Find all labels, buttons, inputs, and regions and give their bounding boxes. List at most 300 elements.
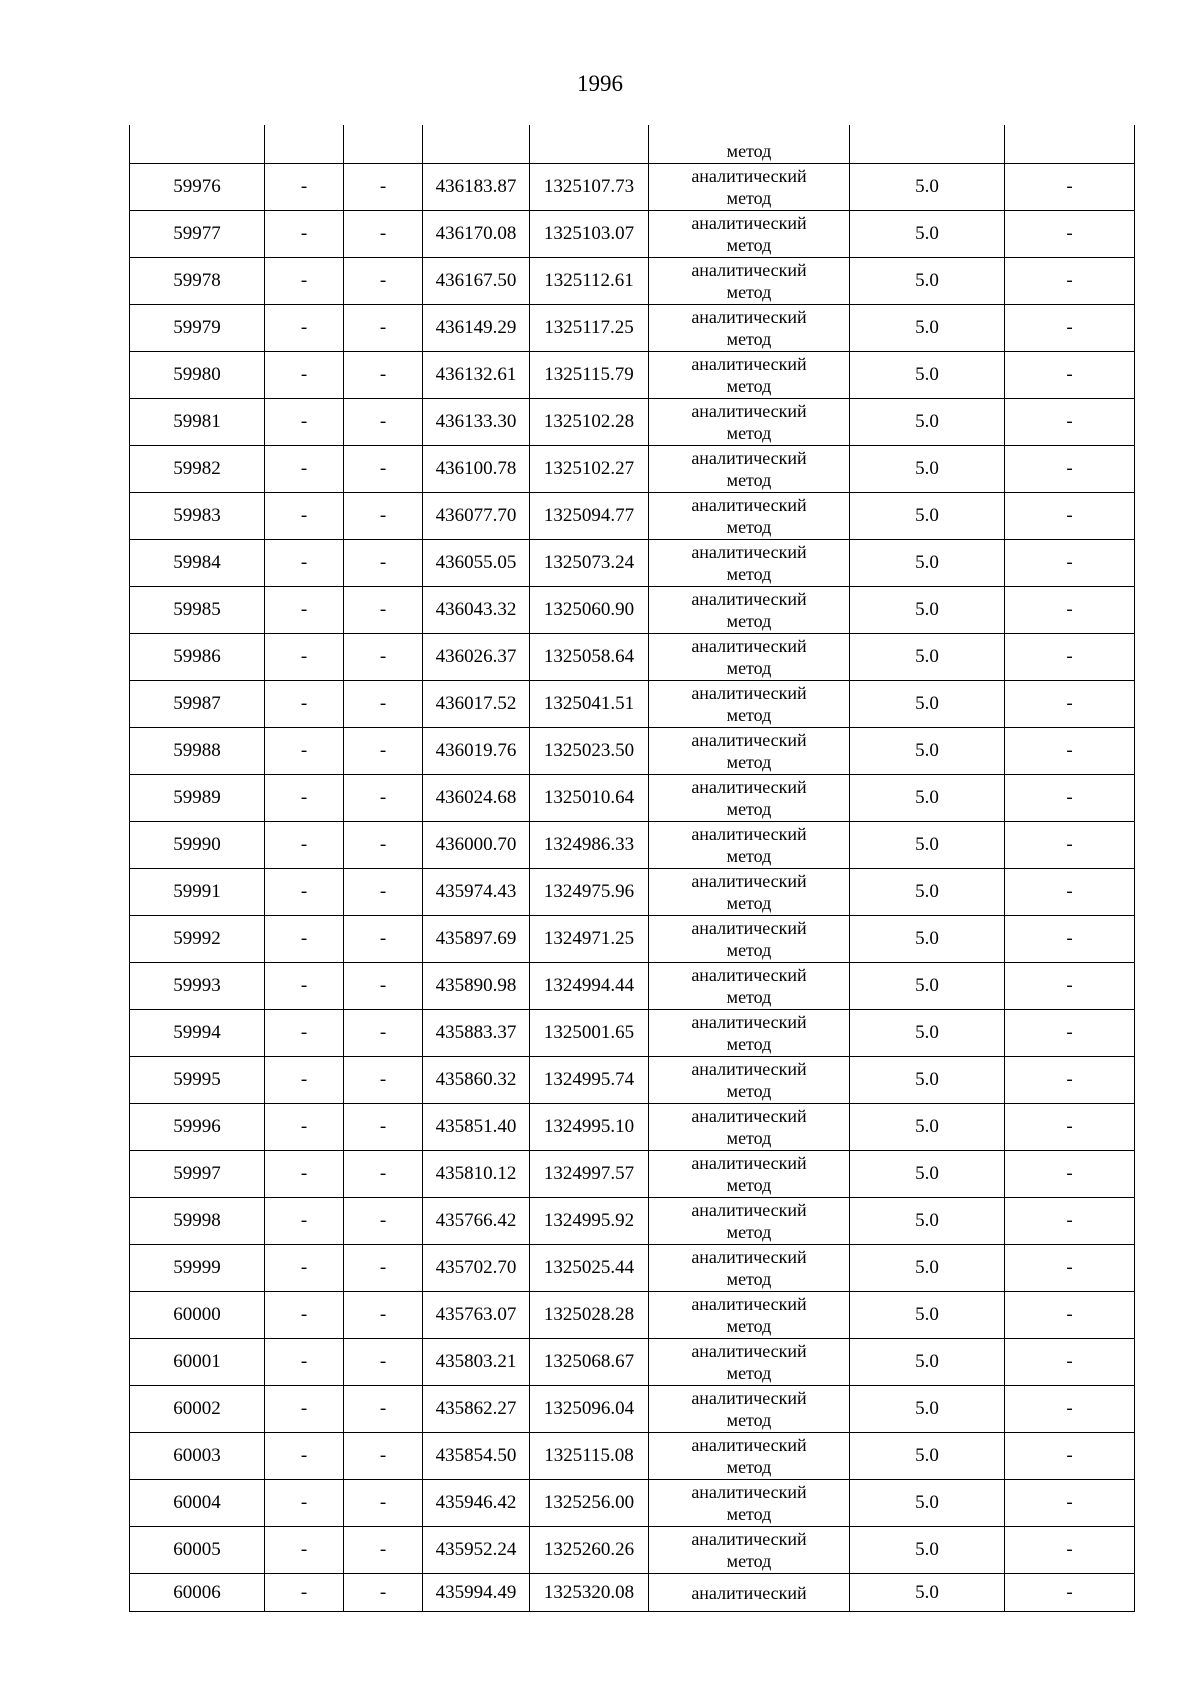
method-cell: [649, 1010, 850, 1057]
method-line-2: метод: [726, 1457, 772, 1477]
x-coordinate-cell: 436026.37: [423, 634, 530, 681]
accuracy-cell: 5.0: [850, 822, 1005, 869]
table-row: [130, 258, 1135, 305]
method-line-1: аналитический: [691, 589, 807, 609]
x-coordinate-cell: 436077.70: [423, 493, 530, 540]
table-row: [130, 164, 1135, 211]
accuracy-cell: 5.0: [850, 399, 1005, 446]
method-line-1: аналитический: [691, 1012, 807, 1032]
accuracy-cell: 5.0: [850, 1198, 1005, 1245]
method-line-2: метод: [726, 1222, 772, 1242]
point-number-cell: 60006: [130, 1574, 265, 1612]
dash-cell: -: [265, 1292, 344, 1339]
table-row: [130, 1198, 1135, 1245]
y-coordinate-cell: 1325010.64: [530, 775, 649, 822]
x-coordinate-cell: 436043.32: [423, 587, 530, 634]
method-line-1: аналитический: [691, 1153, 807, 1173]
table-row: [130, 1574, 1135, 1612]
method-line-1: аналитический: [691, 1529, 807, 1549]
x-coordinate-cell: 436149.29: [423, 305, 530, 352]
method-cell: [649, 446, 850, 493]
dash-cell: -: [1005, 1010, 1135, 1057]
table-row: [130, 869, 1135, 916]
method-line-2: метод: [726, 658, 772, 678]
point-number-cell: 59980: [130, 352, 265, 399]
table-cell: [130, 125, 265, 164]
point-number-cell: 59984: [130, 540, 265, 587]
y-coordinate-cell: 1324995.74: [530, 1057, 649, 1104]
method-cell: метод: [649, 125, 850, 164]
y-coordinate-cell: 1325094.77: [530, 493, 649, 540]
method-line-1: аналитический: [691, 1059, 807, 1079]
dash-cell: -: [1005, 211, 1135, 258]
method-line-1: аналитический: [691, 354, 807, 374]
method-line-1: аналитический: [691, 683, 807, 703]
y-coordinate-cell: 1325115.79: [530, 352, 649, 399]
x-coordinate-cell: 435702.70: [423, 1245, 530, 1292]
dash-cell: -: [265, 869, 344, 916]
method-cell: [649, 1104, 850, 1151]
dash-cell: -: [1005, 1151, 1135, 1198]
table-row: [130, 728, 1135, 775]
method-line-2: метод: [726, 1034, 772, 1054]
method-cell: [649, 869, 850, 916]
table-row: [130, 822, 1135, 869]
dash-cell: -: [265, 822, 344, 869]
dash-cell: -: [344, 1198, 423, 1245]
method-line-1: аналитический: [691, 542, 807, 562]
table-row: [130, 352, 1135, 399]
y-coordinate-cell: 1325073.24: [530, 540, 649, 587]
dash-cell: -: [344, 775, 423, 822]
dash-cell: -: [1005, 1480, 1135, 1527]
point-number-cell: 59976: [130, 164, 265, 211]
dash-cell: -: [265, 446, 344, 493]
table-row: [130, 493, 1135, 540]
method-cell: [649, 164, 850, 211]
accuracy-cell: 5.0: [850, 1057, 1005, 1104]
dash-cell: -: [344, 305, 423, 352]
dash-cell: -: [1005, 399, 1135, 446]
point-number-cell: 60002: [130, 1386, 265, 1433]
y-coordinate-cell: 1325001.65: [530, 1010, 649, 1057]
x-coordinate-cell: 435851.40: [423, 1104, 530, 1151]
method-line-2: метод: [726, 940, 772, 960]
table-row: [130, 1104, 1135, 1151]
dash-cell: -: [344, 728, 423, 775]
dash-cell: -: [1005, 1433, 1135, 1480]
x-coordinate-cell: 435810.12: [423, 1151, 530, 1198]
y-coordinate-cell: 1325107.73: [530, 164, 649, 211]
accuracy-cell: 5.0: [850, 1010, 1005, 1057]
point-number-cell: 59977: [130, 211, 265, 258]
dash-cell: -: [344, 493, 423, 540]
method-line-1: аналитический: [691, 1247, 807, 1267]
x-coordinate-cell: 435763.07: [423, 1292, 530, 1339]
dash-cell: -: [265, 681, 344, 728]
y-coordinate-cell: 1324995.10: [530, 1104, 649, 1151]
dash-cell: -: [1005, 681, 1135, 728]
method-line-2: метод: [726, 1269, 772, 1289]
accuracy-cell: 5.0: [850, 258, 1005, 305]
method-cell: [649, 1198, 850, 1245]
dash-cell: -: [265, 775, 344, 822]
dash-cell: -: [1005, 305, 1135, 352]
dash-cell: -: [265, 1386, 344, 1433]
point-number-cell: 59982: [130, 446, 265, 493]
x-coordinate-cell: 436024.68: [423, 775, 530, 822]
method-line-1: аналитический: [691, 1341, 807, 1361]
y-coordinate-cell: 1325102.28: [530, 399, 649, 446]
dash-cell: -: [265, 1574, 344, 1612]
point-number-cell: 60004: [130, 1480, 265, 1527]
table-row: [130, 211, 1135, 258]
method-line-2: метод: [726, 1551, 772, 1571]
y-coordinate-cell: 1325260.26: [530, 1527, 649, 1574]
point-number-cell: 59987: [130, 681, 265, 728]
dash-cell: -: [344, 446, 423, 493]
method-line-2: метод: [726, 470, 772, 490]
method-line-2: метод: [726, 1504, 772, 1524]
y-coordinate-cell: 1325112.61: [530, 258, 649, 305]
dash-cell: -: [1005, 728, 1135, 775]
table-cell: [265, 125, 344, 164]
accuracy-cell: 5.0: [850, 681, 1005, 728]
x-coordinate-cell: 435897.69: [423, 916, 530, 963]
table-row: [130, 1057, 1135, 1104]
dash-cell: -: [265, 211, 344, 258]
table-row: [130, 916, 1135, 963]
accuracy-cell: 5.0: [850, 493, 1005, 540]
dash-cell: -: [265, 1057, 344, 1104]
point-number-cell: 60003: [130, 1433, 265, 1480]
table-row: [130, 1386, 1135, 1433]
dash-cell: -: [1005, 916, 1135, 963]
table-cell: [850, 125, 1005, 164]
dash-cell: -: [344, 634, 423, 681]
dash-cell: -: [344, 822, 423, 869]
method-cell: [649, 1245, 850, 1292]
accuracy-cell: 5.0: [850, 1339, 1005, 1386]
table-row: [130, 305, 1135, 352]
dash-cell: -: [265, 164, 344, 211]
point-number-cell: 59993: [130, 963, 265, 1010]
dash-cell: -: [1005, 1198, 1135, 1245]
method-line-1: аналитический: [691, 1582, 807, 1603]
method-cell: [649, 399, 850, 446]
x-coordinate-cell: 436183.87: [423, 164, 530, 211]
y-coordinate-cell: 1325115.08: [530, 1433, 649, 1480]
dash-cell: -: [344, 1245, 423, 1292]
method-cell: [649, 775, 850, 822]
point-number-cell: 59978: [130, 258, 265, 305]
method-line-1: аналитический: [691, 1106, 807, 1126]
method-line-2: метод: [726, 282, 772, 302]
dash-cell: -: [1005, 446, 1135, 493]
y-coordinate-cell: 1325058.64: [530, 634, 649, 681]
x-coordinate-cell: 435994.49: [423, 1574, 530, 1612]
x-coordinate-cell: 436132.61: [423, 352, 530, 399]
method-cell: [649, 822, 850, 869]
point-number-cell: 59992: [130, 916, 265, 963]
dash-cell: -: [344, 258, 423, 305]
dash-cell: -: [1005, 1527, 1135, 1574]
x-coordinate-cell: 435803.21: [423, 1339, 530, 1386]
dash-cell: -: [344, 1057, 423, 1104]
method-cell: [649, 1574, 850, 1612]
method-line-2: метод: [726, 705, 772, 725]
method-line-2: метод: [726, 799, 772, 819]
dash-cell: -: [1005, 540, 1135, 587]
method-line-2: метод: [726, 752, 772, 772]
table-cell: [423, 125, 530, 164]
dash-cell: -: [344, 1386, 423, 1433]
table-row: [130, 1480, 1135, 1527]
dash-cell: -: [1005, 1339, 1135, 1386]
accuracy-cell: 5.0: [850, 305, 1005, 352]
accuracy-cell: 5.0: [850, 446, 1005, 493]
accuracy-cell: 5.0: [850, 1433, 1005, 1480]
method-line-2: метод: [726, 893, 772, 913]
method-cell: [649, 1292, 850, 1339]
dash-cell: -: [344, 1433, 423, 1480]
x-coordinate-cell: 436133.30: [423, 399, 530, 446]
dash-cell: -: [265, 305, 344, 352]
method-line-1: аналитический: [691, 730, 807, 750]
y-coordinate-cell: 1324995.92: [530, 1198, 649, 1245]
accuracy-cell: 5.0: [850, 587, 1005, 634]
method-cell: [649, 963, 850, 1010]
y-coordinate-cell: 1324971.25: [530, 916, 649, 963]
dash-cell: -: [265, 587, 344, 634]
dash-cell: -: [265, 916, 344, 963]
table-row: [130, 1010, 1135, 1057]
y-coordinate-cell: 1324986.33: [530, 822, 649, 869]
dash-cell: -: [344, 681, 423, 728]
method-cell: [649, 211, 850, 258]
x-coordinate-cell: 435860.32: [423, 1057, 530, 1104]
y-coordinate-cell: 1324975.96: [530, 869, 649, 916]
method-line-2: метод: [726, 564, 772, 584]
point-number-cell: 59997: [130, 1151, 265, 1198]
page-number: 1996: [577, 71, 623, 96]
table-cell: [344, 125, 423, 164]
method-line-1: аналитический: [691, 495, 807, 515]
x-coordinate-cell: 435890.98: [423, 963, 530, 1010]
dash-cell: -: [265, 1433, 344, 1480]
method-cell: [649, 634, 850, 681]
dash-cell: -: [344, 352, 423, 399]
y-coordinate-cell: 1324997.57: [530, 1151, 649, 1198]
x-coordinate-cell: 436000.70: [423, 822, 530, 869]
dash-cell: -: [344, 963, 423, 1010]
method-line-2: метод: [726, 1363, 772, 1383]
dash-cell: -: [1005, 634, 1135, 681]
table-row: [130, 681, 1135, 728]
x-coordinate-cell: 435946.42: [423, 1480, 530, 1527]
table-cell: [530, 125, 649, 164]
dash-cell: -: [265, 540, 344, 587]
dash-cell: -: [265, 399, 344, 446]
method-cell: [649, 540, 850, 587]
accuracy-cell: 5.0: [850, 1574, 1005, 1612]
method-line-1: аналитический: [691, 401, 807, 421]
dash-cell: -: [1005, 587, 1135, 634]
method-line-1: аналитический: [691, 918, 807, 938]
continuation-row: [130, 125, 1135, 164]
point-number-cell: 59988: [130, 728, 265, 775]
y-coordinate-cell: 1325096.04: [530, 1386, 649, 1433]
method-line-1: аналитический: [691, 448, 807, 468]
dash-cell: -: [1005, 1245, 1135, 1292]
accuracy-cell: 5.0: [850, 1527, 1005, 1574]
accuracy-cell: 5.0: [850, 540, 1005, 587]
dash-cell: -: [344, 399, 423, 446]
dash-cell: -: [1005, 1104, 1135, 1151]
dash-cell: -: [265, 258, 344, 305]
dash-cell: -: [1005, 822, 1135, 869]
x-coordinate-cell: 435854.50: [423, 1433, 530, 1480]
dash-cell: -: [265, 1198, 344, 1245]
method-line-1: аналитический: [691, 824, 807, 844]
point-number-cell: 59989: [130, 775, 265, 822]
method-line-2: метод: [726, 611, 772, 631]
method-line-2: метод: [726, 423, 772, 443]
coordinates-table: [129, 125, 1135, 1612]
method-cell: [649, 493, 850, 540]
dash-cell: -: [1005, 1574, 1135, 1612]
dash-cell: -: [265, 1480, 344, 1527]
table-row: [130, 1245, 1135, 1292]
table-row: [130, 446, 1135, 493]
point-number-cell: 59991: [130, 869, 265, 916]
dash-cell: -: [344, 1292, 423, 1339]
dash-cell: -: [265, 1245, 344, 1292]
y-coordinate-cell: 1325117.25: [530, 305, 649, 352]
method-cell: [649, 728, 850, 775]
method-cell: [649, 1339, 850, 1386]
dash-cell: -: [265, 1104, 344, 1151]
table-row: [130, 963, 1135, 1010]
point-number-cell: 59985: [130, 587, 265, 634]
method-line-2: метод: [726, 987, 772, 1007]
dash-cell: -: [265, 1010, 344, 1057]
dash-cell: -: [265, 1339, 344, 1386]
method-cell: [649, 305, 850, 352]
dash-cell: -: [344, 540, 423, 587]
y-coordinate-cell: 1325068.67: [530, 1339, 649, 1386]
method-cell: [649, 1527, 850, 1574]
method-cell: [649, 1480, 850, 1527]
y-coordinate-cell: 1325102.27: [530, 446, 649, 493]
table-row: [130, 587, 1135, 634]
table-row: [130, 1433, 1135, 1480]
method-line-2: метод: [726, 329, 772, 349]
x-coordinate-cell: 436100.78: [423, 446, 530, 493]
accuracy-cell: 5.0: [850, 1245, 1005, 1292]
point-number-cell: 60005: [130, 1527, 265, 1574]
method-line-1: аналитический: [691, 166, 807, 186]
y-coordinate-cell: 1325023.50: [530, 728, 649, 775]
accuracy-cell: 5.0: [850, 352, 1005, 399]
accuracy-cell: 5.0: [850, 634, 1005, 681]
y-coordinate-cell: 1325103.07: [530, 211, 649, 258]
x-coordinate-cell: 435974.43: [423, 869, 530, 916]
point-number-cell: 59981: [130, 399, 265, 446]
table-row: [130, 399, 1135, 446]
method-cell: [649, 352, 850, 399]
y-coordinate-cell: 1325320.08: [530, 1574, 649, 1612]
table-row: [130, 1292, 1135, 1339]
point-number-cell: 60000: [130, 1292, 265, 1339]
dash-cell: -: [344, 1010, 423, 1057]
method-line-2: метод: [726, 235, 772, 255]
dash-cell: -: [265, 1527, 344, 1574]
dash-cell: -: [344, 916, 423, 963]
dash-cell: -: [344, 1151, 423, 1198]
table-body: [130, 125, 1135, 1612]
accuracy-cell: 5.0: [850, 1104, 1005, 1151]
x-coordinate-cell: 436167.50: [423, 258, 530, 305]
dash-cell: -: [1005, 1057, 1135, 1104]
method-line-2: метод: [726, 846, 772, 866]
accuracy-cell: 5.0: [850, 1480, 1005, 1527]
method-line-1: аналитический: [691, 260, 807, 280]
y-coordinate-cell: 1325256.00: [530, 1480, 649, 1527]
method-line-1: аналитический: [691, 777, 807, 797]
method-line-2: метод: [726, 188, 772, 208]
accuracy-cell: 5.0: [850, 728, 1005, 775]
method-line-1: аналитический: [691, 965, 807, 985]
method-line-2: метод: [726, 376, 772, 396]
method-line-1: аналитический: [691, 1200, 807, 1220]
dash-cell: -: [344, 1574, 423, 1612]
table-row: [130, 1527, 1135, 1574]
method-line-2: метод: [726, 1175, 772, 1195]
dash-cell: -: [1005, 258, 1135, 305]
dash-cell: -: [344, 587, 423, 634]
x-coordinate-cell: 435766.42: [423, 1198, 530, 1245]
dash-cell: -: [344, 1339, 423, 1386]
method-line-1: аналитический: [691, 636, 807, 656]
method-cell: [649, 916, 850, 963]
point-number-cell: 59979: [130, 305, 265, 352]
point-number-cell: 60001: [130, 1339, 265, 1386]
point-number-cell: 59994: [130, 1010, 265, 1057]
table-row: [130, 1151, 1135, 1198]
x-coordinate-cell: 436019.76: [423, 728, 530, 775]
accuracy-cell: 5.0: [850, 963, 1005, 1010]
dash-cell: -: [344, 1527, 423, 1574]
accuracy-cell: 5.0: [850, 1386, 1005, 1433]
dash-cell: -: [1005, 963, 1135, 1010]
method-line-2: метод: [726, 517, 772, 537]
accuracy-cell: 5.0: [850, 164, 1005, 211]
method-line-1: аналитический: [691, 1388, 807, 1408]
point-number-cell: 59996: [130, 1104, 265, 1151]
dash-cell: -: [1005, 869, 1135, 916]
point-number-cell: 59999: [130, 1245, 265, 1292]
x-coordinate-cell: 436055.05: [423, 540, 530, 587]
dash-cell: -: [265, 728, 344, 775]
dash-cell: -: [344, 211, 423, 258]
table-row: [130, 775, 1135, 822]
dash-cell: -: [265, 963, 344, 1010]
accuracy-cell: 5.0: [850, 916, 1005, 963]
method-line-1: аналитический: [691, 871, 807, 891]
method-line-1: аналитический: [691, 1294, 807, 1314]
y-coordinate-cell: 1325028.28: [530, 1292, 649, 1339]
